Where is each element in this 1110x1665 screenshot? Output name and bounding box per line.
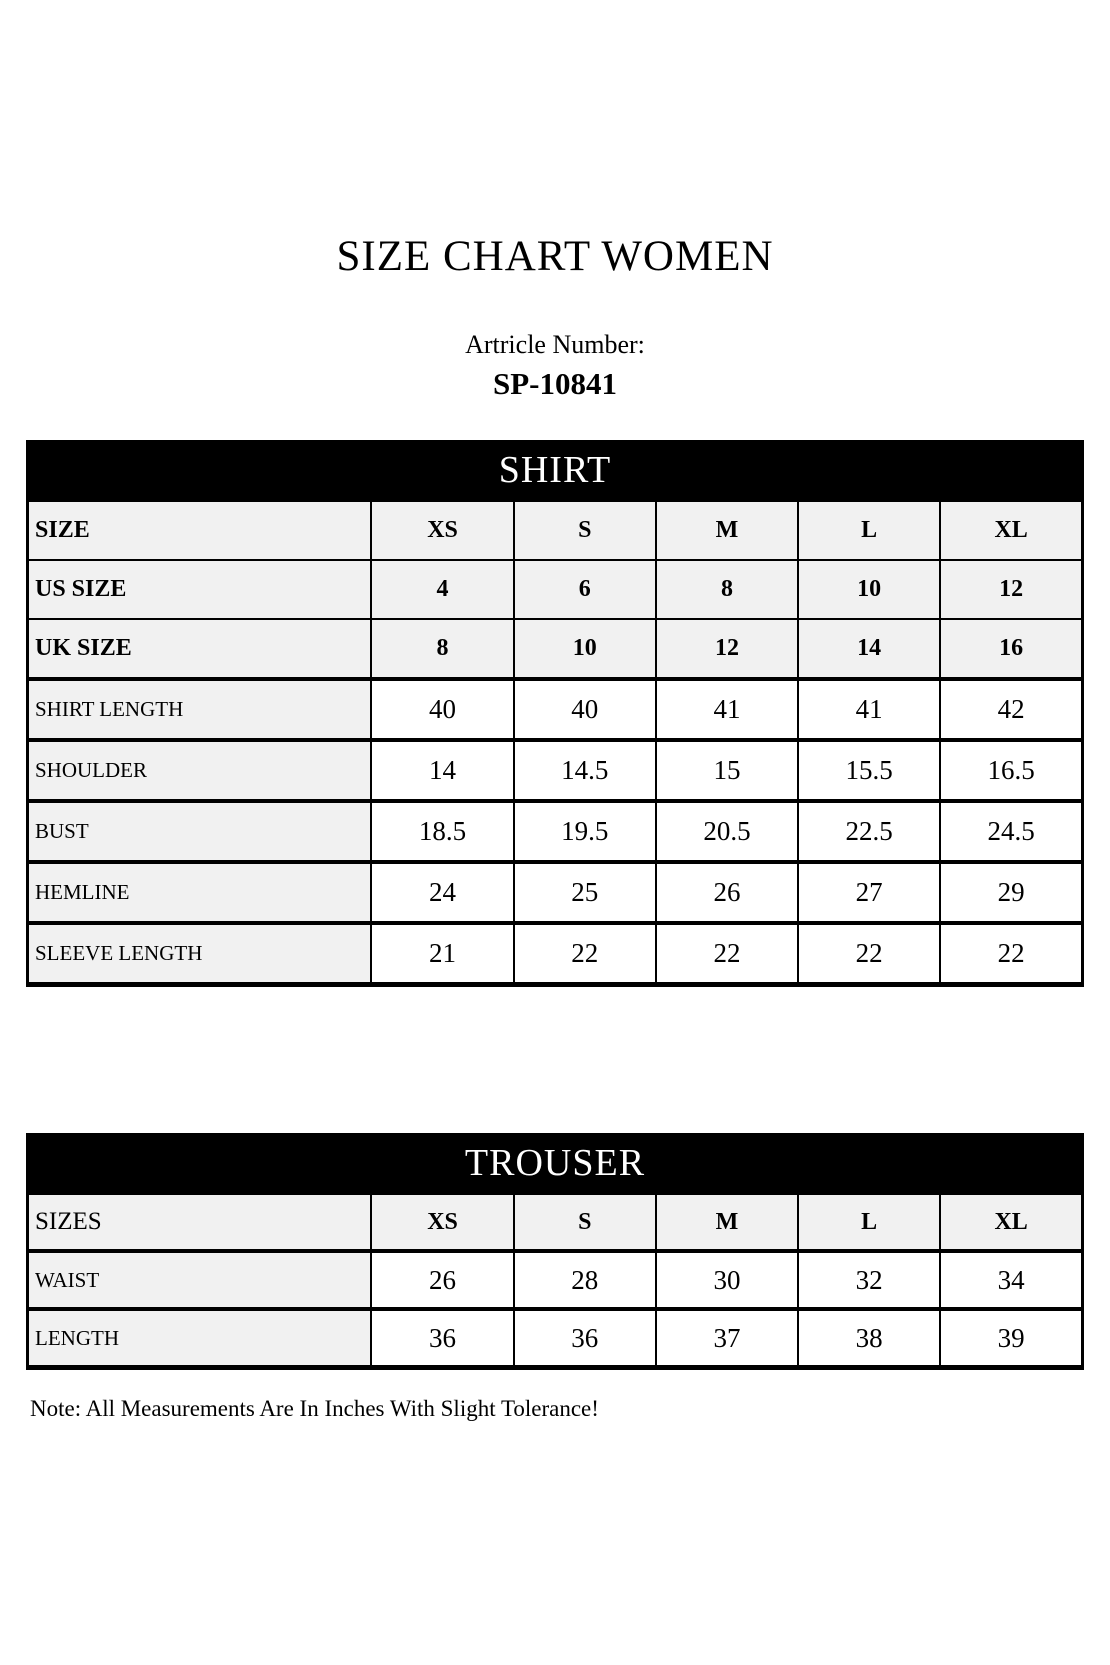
cell-value: 30 (656, 1251, 798, 1309)
trouser-measurements-table (26, 1193, 1084, 1370)
shirt-table-caption (26, 440, 1084, 500)
cell-value: 15.5 (798, 740, 940, 801)
cell-value: 42 (940, 679, 1082, 740)
article-number-value: SP-10841 (493, 366, 617, 401)
trouser-size-table (26, 1133, 1084, 1370)
shirt-measurements-table (26, 500, 1084, 987)
cell-value: 12 (656, 619, 798, 679)
trouser-table-caption-text: TROUSER (464, 1142, 646, 1184)
trouser-table-caption (26, 1133, 1084, 1193)
cell-value: 12 (940, 560, 1082, 619)
table-row (28, 679, 1083, 740)
cell-value: 6 (514, 560, 656, 619)
cell-value: 15 (656, 740, 798, 801)
cell-value: 26 (656, 862, 798, 923)
cell-value: 26 (371, 1251, 513, 1309)
cell-value: 22 (940, 923, 1082, 985)
row-label: SHIRT LENGTH (28, 679, 372, 740)
cell-value: M (656, 1194, 798, 1251)
cell-value: 39 (940, 1309, 1082, 1368)
table-row (28, 619, 1083, 679)
cell-value: 40 (514, 679, 656, 740)
table-row (28, 923, 1083, 985)
cell-value: S (514, 501, 656, 560)
table-row (28, 1194, 1083, 1251)
row-label: SLEEVE LENGTH (28, 923, 372, 985)
article-number-label: Artricle Number: (465, 330, 645, 359)
cell-value: 40 (371, 679, 513, 740)
cell-value: 8 (656, 560, 798, 619)
cell-value: L (798, 1194, 940, 1251)
table-row (28, 801, 1083, 862)
cell-value: 34 (940, 1251, 1082, 1309)
cell-value: 22 (798, 923, 940, 985)
cell-value: 10 (514, 619, 656, 679)
cell-value: XL (940, 501, 1082, 560)
cell-value: 21 (371, 923, 513, 985)
row-label: SIZE (28, 501, 372, 560)
cell-value: 22.5 (798, 801, 940, 862)
cell-value: 8 (371, 619, 513, 679)
cell-value: 27 (798, 862, 940, 923)
cell-value: 22 (514, 923, 656, 985)
cell-value: 18.5 (371, 801, 513, 862)
row-label: LENGTH (28, 1309, 372, 1368)
row-label: HEMLINE (28, 862, 372, 923)
cell-value: 22 (656, 923, 798, 985)
row-label: SHOULDER (28, 740, 372, 801)
shirt-table-caption-text: SHIRT (498, 449, 612, 491)
row-label: US SIZE (28, 560, 372, 619)
cell-value: 24 (371, 862, 513, 923)
row-label: SIZES (28, 1194, 372, 1251)
measurement-note: Note: All Measurements Are In Inches With Slight Tolerance! (30, 1396, 599, 1421)
cell-value: 24.5 (940, 801, 1082, 862)
cell-value: 4 (371, 560, 513, 619)
cell-value: 29 (940, 862, 1082, 923)
row-label: BUST (28, 801, 372, 862)
cell-value: 14 (798, 619, 940, 679)
shirt-size-table (26, 440, 1084, 987)
cell-value: 19.5 (514, 801, 656, 862)
cell-value: 41 (656, 679, 798, 740)
table-row (28, 1251, 1083, 1309)
cell-value: 32 (798, 1251, 940, 1309)
trouser-table-body (28, 1194, 1083, 1368)
cell-value: XL (940, 1194, 1082, 1251)
table-row (28, 560, 1083, 619)
cell-value: 16.5 (940, 740, 1082, 801)
cell-value: 37 (656, 1309, 798, 1368)
table-row (28, 740, 1083, 801)
cell-value: 16 (940, 619, 1082, 679)
cell-value: 36 (514, 1309, 656, 1368)
cell-value: 38 (798, 1309, 940, 1368)
table-row (28, 501, 1083, 560)
cell-value: M (656, 501, 798, 560)
cell-value: XS (371, 501, 513, 560)
cell-value: 36 (371, 1309, 513, 1368)
cell-value: 20.5 (656, 801, 798, 862)
row-label: WAIST (28, 1251, 372, 1309)
table-row (28, 862, 1083, 923)
cell-value: L (798, 501, 940, 560)
cell-value: 10 (798, 560, 940, 619)
cell-value: XS (371, 1194, 513, 1251)
cell-value: 28 (514, 1251, 656, 1309)
cell-value: 41 (798, 679, 940, 740)
row-label: UK SIZE (28, 619, 372, 679)
table-row (28, 1309, 1083, 1368)
cell-value: S (514, 1194, 656, 1251)
cell-value: 14 (371, 740, 513, 801)
cell-value: 25 (514, 862, 656, 923)
cell-value: 14.5 (514, 740, 656, 801)
shirt-table-body (28, 501, 1083, 985)
page-title: SIZE CHART WOMEN (336, 233, 774, 280)
